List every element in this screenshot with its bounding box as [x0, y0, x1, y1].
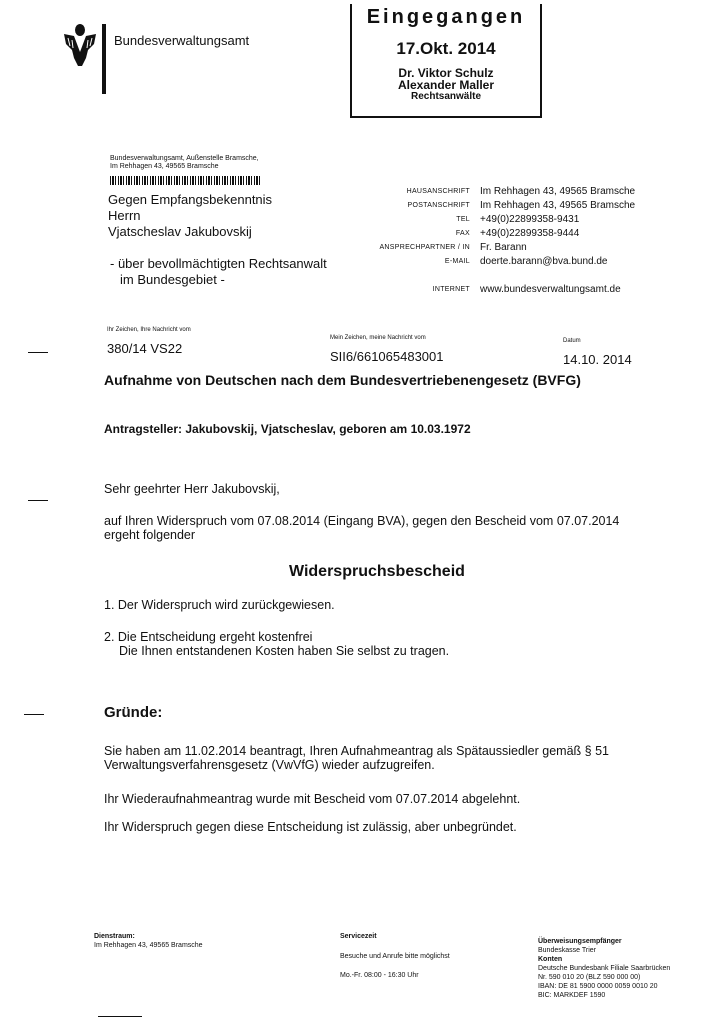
contact-row: HAUSANSCHRIFT Im Rehhagen 43, 49565 Bramsche [406, 185, 636, 197]
recipient-line-3: Vjatscheslav Jakubovskij [108, 224, 252, 239]
stamp-date: 17.Okt. 2014 [396, 39, 496, 58]
recipient-line-1: Gegen Empfangsbekenntnis [108, 192, 273, 207]
footer-bank-line-3: Deutsche Bundesbank Filiale Saarbrücken [538, 965, 671, 972]
recipient-block [108, 192, 272, 240]
contact-row: ANSPRECHPARTNER / IN Fr. Barann [379, 241, 527, 253]
footer-bank [538, 937, 670, 1000]
my-reference [330, 335, 444, 364]
fold-mark [28, 500, 48, 501]
contact-row: POSTANSCHRIFT Im Rehhagen 43, 49565 Bramsche [407, 199, 636, 211]
decision-item-2b: Die Ihnen entstandenen Kosten haben Sie selbst zu tragen. [119, 644, 450, 658]
footer-office [94, 932, 203, 950]
footer-bank-line-5: IBAN: DE 81 5900 0000 0059 0010 20 [538, 983, 658, 990]
date-value: 14.10. 2014 [563, 352, 632, 367]
recipient-via-2: im Bundesgebiet - [120, 272, 225, 287]
federal-eagle-icon [60, 22, 100, 68]
recipient-line-2: Herrn [108, 208, 141, 223]
recipient-via [110, 256, 327, 288]
my-reference-value: SII6/661065483001 [330, 349, 444, 364]
contact-row: E-MAIL doerte.barann@bva.bund.de [444, 255, 608, 267]
footer-bank-line-2: Konten [538, 956, 563, 963]
footer-bank-title: Überweisungsempfänger [538, 938, 622, 945]
reasons-line-1a: Sie haben am 11.02.2014 beantragt, Ihren Aufnahmeantrag als Spätaussiedler gemäß § 51 [104, 744, 609, 758]
reasons-paragraph-1 [104, 744, 609, 772]
my-reference-label: Mein Zeichen, meine Nachricht vom [330, 335, 426, 341]
sender-address [110, 155, 259, 171]
intro-line-1: auf Ihren Widerspruch vom 07.08.2014 (Eingang BVA), gegen den Bescheid vom 07.07.2014 [104, 514, 620, 528]
stamp-name-1: Dr. Viktor Schulz [398, 66, 494, 80]
agency-name: Bundesverwaltungsamt [114, 33, 250, 48]
your-reference-label: Ihr Zeichen, Ihre Nachricht vom [107, 327, 191, 333]
stamp-name-2: Alexander Maller [397, 78, 495, 92]
reasons-line-1b: Verwaltungsverfahrensgesetz (VwVfG) wieder aufzugreifen. [104, 758, 435, 772]
intro [104, 514, 619, 542]
stamp-title: Eingegangen [366, 6, 526, 28]
footer-bank-line-4: Nr. 590 010 20 (BLZ 590 000 00) [538, 974, 641, 981]
salutation: Sehr geehrter Herr Jakubovskij, [104, 482, 280, 496]
applicant: Antragsteller: Jakubovskij, Vjatscheslav, geboren am 10.03.1972 [104, 422, 471, 436]
footer-service-line-1: Besuche und Anrufe bitte möglichst [340, 953, 450, 960]
footer-service [340, 932, 450, 980]
recipient-via-1: - über bevollmächtigten Rechtsanwalt [110, 256, 327, 271]
barcode [110, 176, 260, 185]
reasons-title: Gründe: [104, 704, 163, 721]
decision-title: Widerspruchsbescheid [289, 563, 465, 580]
fold-mark [24, 714, 44, 715]
subject: Aufnahme von Deutschen nach dem Bundesvertriebenengesetz (BVFG) [104, 372, 581, 388]
reasons-paragraph-3: Ihr Widerspruch gegen diese Entscheidung ist zulässig, aber unbegründet. [104, 820, 517, 834]
decision-item-1: 1. Der Widerspruch wird zurückgewiesen. [104, 598, 335, 612]
reasons-paragraph-2: Ihr Wiederaufnahmeantrag wurde mit Bescheid vom 07.07.2014 abgelehnt. [104, 792, 521, 806]
contact-row: FAX +49(0)22899358-9444 [455, 227, 580, 239]
decision-item-2a: 2. Die Entscheidung ergeht kostenfrei [104, 630, 313, 644]
decision-item-2 [104, 630, 449, 658]
contact-info [330, 184, 635, 296]
date-label: Datum [563, 338, 581, 344]
agency-bar [102, 24, 106, 94]
sender-line-1: Bundesverwaltungsamt, Außenstelle Bramsche, [110, 155, 259, 162]
your-reference [107, 327, 191, 356]
footer-service-title: Servicezeit [340, 933, 377, 940]
contact-row: TEL +49(0)22899358-9431 [456, 213, 580, 225]
received-stamp [350, 4, 542, 118]
document-date [563, 338, 632, 367]
intro-line-2: ergeht folgender [104, 528, 196, 542]
stamp-role: Rechtsanwälte [410, 91, 482, 102]
bottom-rule [98, 1016, 142, 1017]
footer-bank-line-6: BIC: MARKDEF 1590 [538, 992, 606, 999]
contact-row: INTERNET www.bundesverwaltungsamt.de [432, 283, 621, 295]
sender-line-2: Im Rehhagen 43, 49565 Bramsche [110, 163, 219, 170]
footer-bank-line-1: Bundeskasse Trier [538, 947, 596, 954]
footer-office-address: Im Rehhagen 43, 49565 Bramsche [94, 942, 203, 949]
footer-office-title: Dienstraum: [94, 933, 135, 940]
your-reference-value: 380/14 VS22 [107, 341, 183, 356]
footer-service-line-2: Mo.-Fr. 08:00 - 16:30 Uhr [340, 972, 419, 979]
fold-mark [28, 352, 48, 353]
